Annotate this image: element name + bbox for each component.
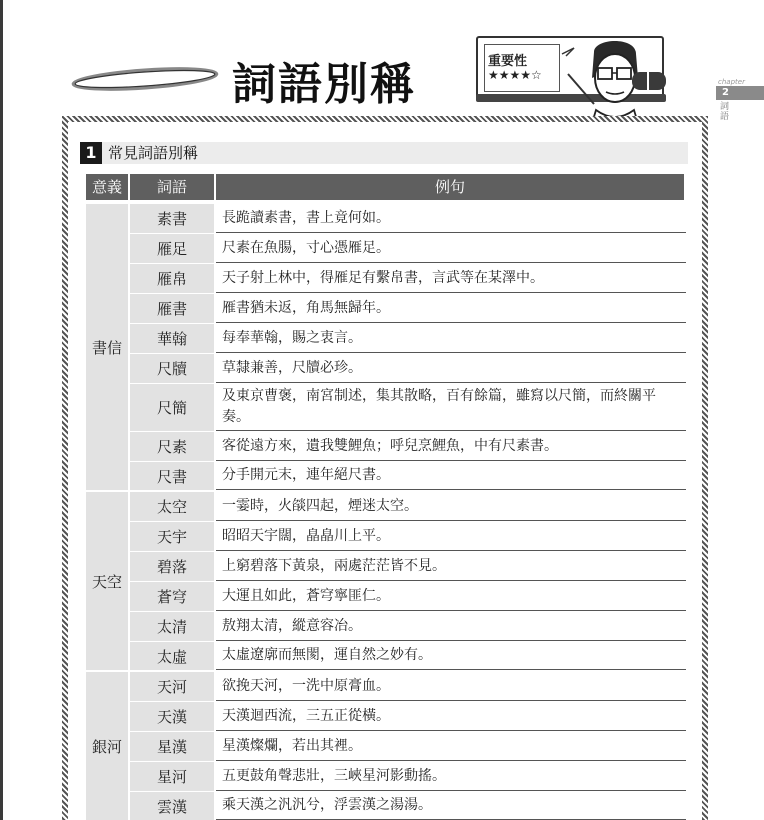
category-cell: 天空	[86, 492, 128, 670]
importance-stars: ★★★★☆	[488, 68, 542, 82]
example-cell: 及東京曹褒，南宮制述，集其散略，百有餘篇，雖寫以尺簡，而終關平奏。	[216, 384, 686, 431]
page-left-rule	[0, 0, 3, 820]
term-cell: 尺簡	[130, 384, 214, 431]
term-cell: 碧落	[130, 552, 214, 581]
term-cell: 星漢	[130, 732, 214, 761]
term-cell: 太虛	[130, 642, 214, 670]
header-example: 例句	[216, 174, 684, 200]
term-cell: 素書	[130, 204, 214, 233]
term-cell: 太清	[130, 612, 214, 641]
chapter-tab	[716, 78, 764, 122]
term-cell: 天宇	[130, 522, 214, 551]
example-cell: 欲挽天河，一洗中原膏血。	[216, 672, 686, 701]
chapter-side-text: 詞語	[720, 102, 730, 122]
header-meaning: 意義	[86, 174, 128, 200]
example-cell: 大運且如此，蒼穹寧匪仁。	[216, 582, 686, 611]
title-swoosh-decoration	[70, 62, 220, 96]
example-cell: 天子射上林中，得雁足有繫帛書，言武等在某澤中。	[216, 264, 686, 293]
example-cell: 雁書猶未返，角馬無歸年。	[216, 294, 686, 323]
example-cell: 太虛遼廓而無閡，運自然之妙有。	[216, 642, 686, 670]
term-cell: 天河	[130, 672, 214, 701]
section-title: 常見詞語別稱	[108, 144, 199, 162]
chapter-word: chapter	[718, 78, 745, 86]
category-cell: 書信	[86, 204, 128, 490]
term-cell: 蒼穹	[130, 582, 214, 611]
example-cell: 天漢迴西流，三五正從橫。	[216, 702, 686, 731]
example-cell: 一霎時，火燄四起，煙迷太空。	[216, 492, 686, 521]
term-cell: 雁足	[130, 234, 214, 263]
example-cell: 客從遠方來，遺我雙鯉魚；呼兒烹鯉魚，中有尺素書。	[216, 432, 686, 461]
chapter-number: 2	[716, 86, 764, 100]
example-cell: 分手開元末，連年絕尺書。	[216, 462, 686, 490]
term-cell: 華翰	[130, 324, 214, 353]
example-cell: 星漢燦爛，若出其裡。	[216, 732, 686, 761]
example-cell: 敖翔太清，縱意容冶。	[216, 612, 686, 641]
example-cell: 草隸兼善，尺牘必珍。	[216, 354, 686, 383]
example-cell: 五更鼓角聲悲壯，三峽星河影動搖。	[216, 762, 686, 791]
term-cell: 雁帛	[130, 264, 214, 293]
example-cell: 尺素在魚腸，寸心憑雁足。	[216, 234, 686, 263]
example-cell: 長跪讀素書，書上竟何如。	[216, 204, 686, 233]
section-number: 1	[80, 142, 102, 164]
category-cell: 銀河	[86, 672, 128, 820]
term-cell: 尺素	[130, 432, 214, 461]
term-cell: 雁書	[130, 294, 214, 323]
example-cell: 乘天漢之汎汎兮，浮雲漢之湯湯。	[216, 792, 686, 820]
importance-label: 重要性	[488, 54, 528, 69]
term-cell: 尺牘	[130, 354, 214, 383]
term-cell: 雲漢	[130, 792, 214, 820]
header-term: 詞語	[130, 174, 214, 200]
example-cell: 昭昭天宇闊，皛皛川上平。	[216, 522, 686, 551]
term-cell: 天漢	[130, 702, 214, 731]
page-title: 詞語別稱	[232, 59, 416, 110]
example-cell: 上窮碧落下黃泉，兩處茫茫皆不見。	[216, 552, 686, 581]
term-cell: 尺書	[130, 462, 214, 490]
example-cell: 每奉華翰，賜之衷言。	[216, 324, 686, 353]
term-cell: 星河	[130, 762, 214, 791]
term-cell: 太空	[130, 492, 214, 521]
